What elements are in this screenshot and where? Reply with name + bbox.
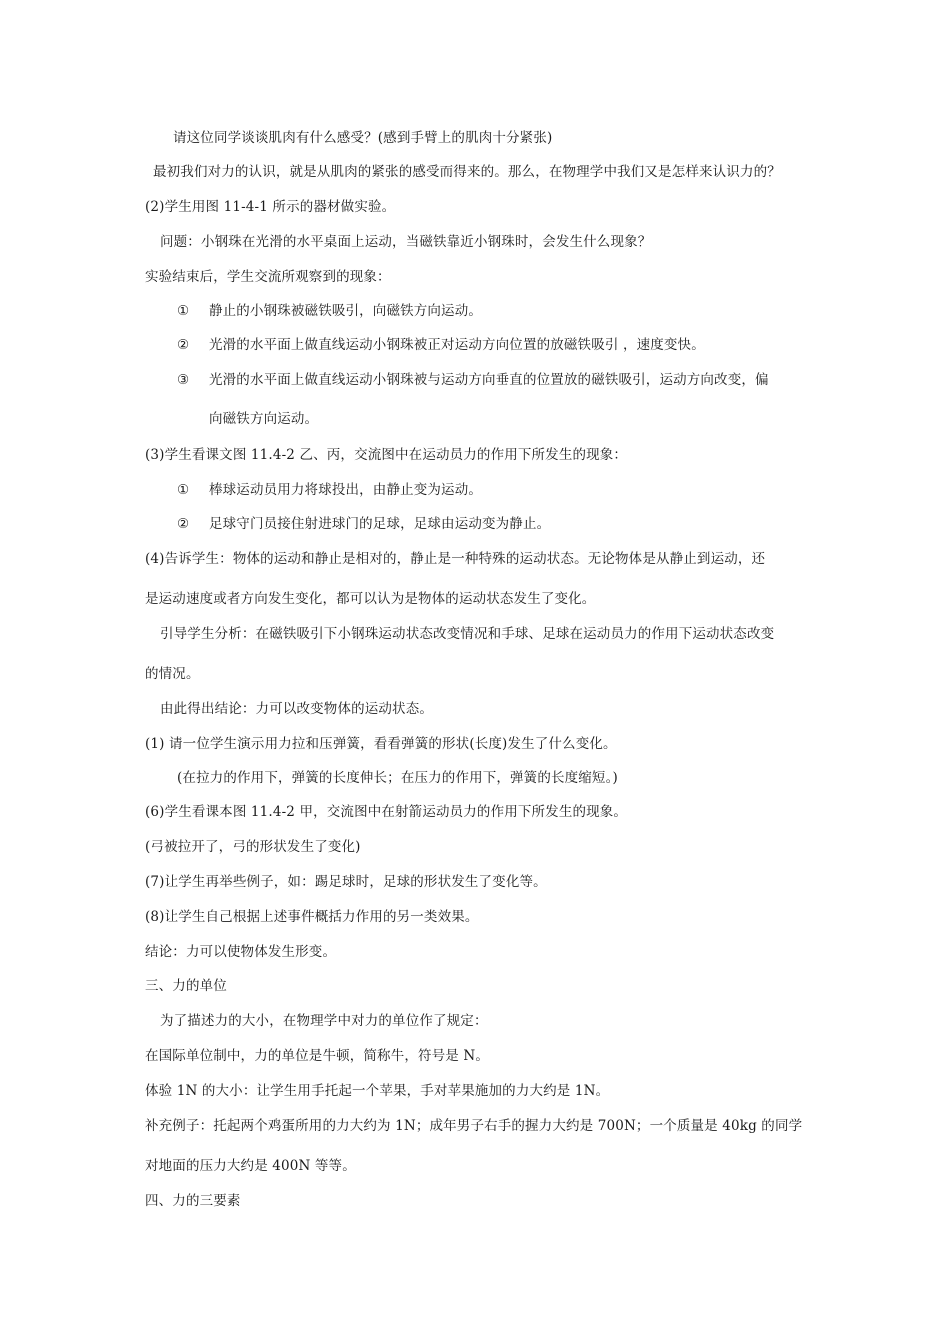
numbered-list-item	[177, 481, 482, 499]
list-marker: ②	[177, 337, 190, 353]
text-line: 向磁铁方向运动。	[209, 411, 319, 427]
list-marker: ①	[177, 482, 190, 498]
numbered-list-item	[177, 515, 550, 533]
text-line: (弓被拉开了，弓的形状发生了变化)	[145, 839, 361, 855]
text-line: (3)学生看课文图 11.4-2 乙、丙，交流图中在运动员力的作用下所发生的现象：	[145, 447, 628, 463]
list-marker: ①	[177, 303, 190, 319]
text-line: 引导学生分析：在磁铁吸引下小钢珠运动状态改变情况和手球、足球在运动员力的作用下运动状态改变	[160, 626, 775, 642]
section-heading: 三、力的单位	[145, 978, 227, 994]
text-line: 请这位同学谈谈肌肉有什么感受？(感到手臂上的肌肉十分紧张)	[173, 130, 553, 146]
text-line: 体验 1N 的大小：让学生用手托起一个苹果，手对苹果施加的力大约是 1N。	[145, 1083, 610, 1099]
list-item-text: 光滑的水平面上做直线运动小钢珠被与运动方向垂直的位置放的磁铁吸引，运动方向改变，偏	[209, 372, 769, 388]
text-line: 由此得出结论：力可以改变物体的运动状态。	[160, 701, 433, 717]
numbered-list-item	[177, 302, 482, 320]
list-item-text: 静止的小钢珠被磁铁吸引，向磁铁方向运动。	[209, 303, 482, 319]
text-line: 对地面的压力大约是 400N 等等。	[145, 1158, 356, 1174]
text-line: (2)学生用图 11-4-1 所示的器材做实验。	[145, 199, 396, 215]
section-heading: 四、力的三要素	[145, 1193, 241, 1209]
list-item-text: 棒球运动员用力将球投出，由静止变为运动。	[209, 482, 482, 498]
text-line: 实验结束后，学生交流所观察到的现象：	[145, 269, 391, 285]
text-line: (6)学生看课本图 11.4-2 甲，交流图中在射箭运动员力的作用下所发生的现象。	[145, 804, 628, 820]
text-line: 问题：小钢珠在光滑的水平桌面上运动，当磁铁靠近小钢珠时，会发生什么现象？	[160, 234, 652, 250]
text-line: 的情况。	[145, 666, 200, 682]
text-line: (8)让学生自己根据上述事件概括力作用的另一类效果。	[145, 909, 479, 925]
list-marker: ③	[177, 372, 190, 388]
text-line: (4)告诉学生：物体的运动和静止是相对的，静止是一种特殊的运动状态。无论物体是从静止到运动，还	[145, 551, 766, 567]
numbered-list-item	[177, 371, 769, 389]
numbered-list-item	[177, 336, 705, 354]
list-item-text: 足球守门员接住射进球门的足球，足球由运动变为静止。	[209, 516, 551, 532]
text-line: 是运动速度或者方向发生变化，都可以认为是物体的运动状态发生了变化。	[145, 591, 596, 607]
text-line: (1) 请一位学生演示用力拉和压弹簧，看看弹簧的形状(长度)发生了什么变化。	[145, 736, 617, 752]
text-line: 在国际单位制中，力的单位是牛顿，简称牛，符号是 N。	[145, 1048, 490, 1064]
text-line: 结论：力可以使物体发生形变。	[145, 944, 337, 960]
list-marker: ②	[177, 516, 190, 532]
text-line: 为了描述力的大小，在物理学中对力的单位作了规定：	[160, 1013, 488, 1029]
text-line: (7)让学生再举些例子，如：踢足球时，足球的形状发生了变化等。	[145, 874, 547, 890]
list-item-text: 光滑的水平面上做直线运动小钢珠被正对运动方向位置的放磁铁吸引 ，速度变快。	[209, 337, 705, 353]
text-line: 最初我们对力的认识，就是从肌肉的紧张的感受而得来的。那么，在物理学中我们又是怎样来认识力的？	[153, 164, 781, 180]
text-line: 补充例子：托起两个鸡蛋所用的力大约为 1N；成年男子右手的握力大约是 700N；一个质量是 40kg 的同学	[145, 1118, 803, 1134]
text-line: (在拉力的作用下，弹簧的长度伸长；在压力的作用下，弹簧的长度缩短。)	[177, 770, 618, 786]
